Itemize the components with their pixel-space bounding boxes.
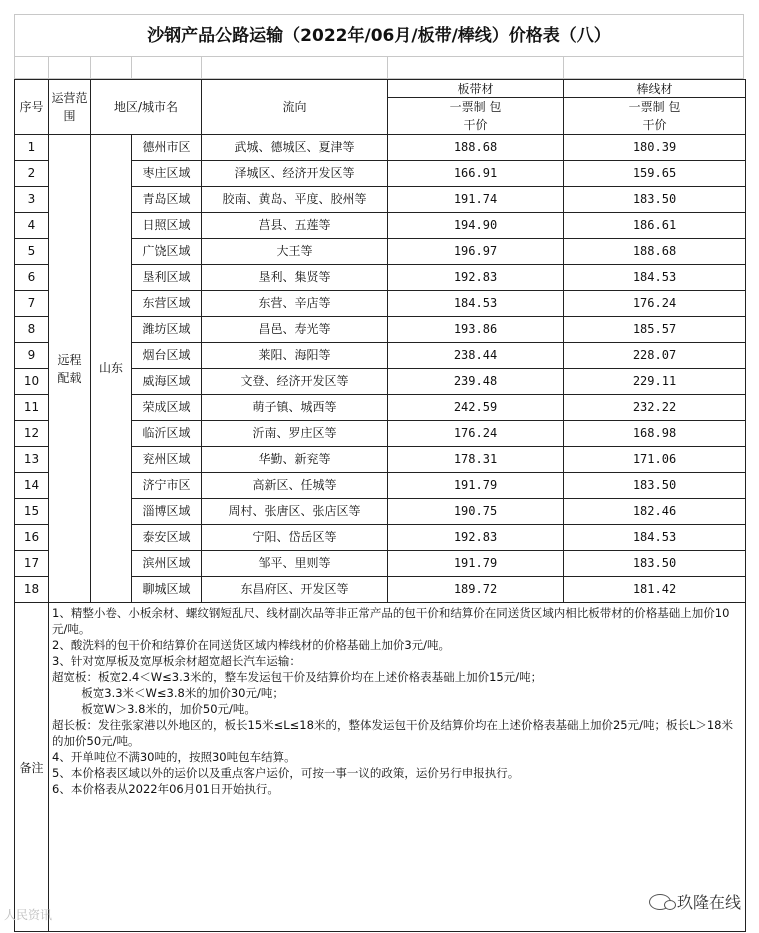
- row-city: 济宁市区: [132, 473, 202, 499]
- row-plate-price: 192.83: [388, 265, 564, 291]
- row-plate-price: 191.74: [388, 187, 564, 213]
- row-city: 广饶区域: [132, 239, 202, 265]
- note-line: 超宽板：板宽2.4＜W≤3.3米的，整车发运包干价及结算价均在上述价格表基础上加价15元/吨；: [52, 670, 543, 684]
- row-seq: 16: [15, 525, 49, 551]
- table-row: [15, 135, 746, 161]
- header-scope: 运营范围: [49, 80, 91, 135]
- row-wire-price: 232.22: [564, 395, 746, 421]
- row-seq: 2: [15, 161, 49, 187]
- row-seq: 17: [15, 551, 49, 577]
- row-flow: 高新区、任城等: [202, 473, 388, 499]
- watermark: 玖隆在线: [649, 890, 741, 913]
- header-direction: 流向: [202, 80, 388, 135]
- row-city: 东营区域: [132, 291, 202, 317]
- scope-cell: 远程配载: [49, 135, 91, 603]
- row-plate-price: 239.48: [388, 369, 564, 395]
- row-city: 聊城区域: [132, 577, 202, 603]
- row-wire-price: 183.50: [564, 187, 746, 213]
- row-plate-price: 191.79: [388, 551, 564, 577]
- row-wire-price: 184.53: [564, 265, 746, 291]
- row-seq: 7: [15, 291, 49, 317]
- row-flow: 宁阳、岱岳区等: [202, 525, 388, 551]
- row-seq: 13: [15, 447, 49, 473]
- row-seq: 4: [15, 213, 49, 239]
- row-city: 潍坊区域: [132, 317, 202, 343]
- row-flow: 莱阳、海阳等: [202, 343, 388, 369]
- header-wire-sub: 一票制 包干价: [564, 98, 746, 135]
- row-city: 威海区域: [132, 369, 202, 395]
- row-city: 滨州区域: [132, 551, 202, 577]
- row-city: 临沂区域: [132, 421, 202, 447]
- row-seq: 11: [15, 395, 49, 421]
- row-flow: 垦利、集贤等: [202, 265, 388, 291]
- header-plate: 板带材: [388, 80, 564, 98]
- province-cell: 山东: [91, 135, 132, 603]
- row-wire-price: 182.46: [564, 499, 746, 525]
- row-flow: 大王等: [202, 239, 388, 265]
- row-seq: 9: [15, 343, 49, 369]
- row-seq: 1: [15, 135, 49, 161]
- row-plate-price: 189.72: [388, 577, 564, 603]
- row-wire-price: 229.11: [564, 369, 746, 395]
- row-flow: 昌邑、寿光等: [202, 317, 388, 343]
- row-plate-price: 193.86: [388, 317, 564, 343]
- row-flow: 东营、辛店等: [202, 291, 388, 317]
- row-city: 烟台区域: [132, 343, 202, 369]
- row-plate-price: 178.31: [388, 447, 564, 473]
- row-wire-price: 180.39: [564, 135, 746, 161]
- notes-content: [49, 603, 746, 932]
- row-flow: 泽城区、经济开发区等: [202, 161, 388, 187]
- row-flow: 武城、德城区、夏津等: [202, 135, 388, 161]
- note-line: 6、本价格表从2022年06月01日开始执行。: [52, 782, 279, 796]
- row-seq: 18: [15, 577, 49, 603]
- watermark-corner: 人民资讯: [4, 908, 53, 922]
- note-line: 3、针对宽厚板及宽厚板余材超宽超长汽车运输：: [52, 654, 301, 668]
- empty-grid-row: [14, 56, 744, 79]
- row-wire-price: 176.24: [564, 291, 746, 317]
- note-line: 板宽3.3米＜W≤3.8米的加价30元/吨；: [52, 686, 284, 700]
- row-wire-price: 183.50: [564, 551, 746, 577]
- row-city: 垦利区域: [132, 265, 202, 291]
- row-city: 日照区域: [132, 213, 202, 239]
- row-city: 兖州区域: [132, 447, 202, 473]
- row-flow: 周村、张唐区、张店区等: [202, 499, 388, 525]
- row-wire-price: 181.42: [564, 577, 746, 603]
- row-wire-price: 185.57: [564, 317, 746, 343]
- header-seq: 序号: [15, 80, 49, 135]
- row-plate-price: 191.79: [388, 473, 564, 499]
- row-wire-price: 183.50: [564, 473, 746, 499]
- row-flow: 莒县、五莲等: [202, 213, 388, 239]
- row-plate-price: 188.68: [388, 135, 564, 161]
- note-line: 超长板：发往张家港以外地区的，板长15米≤L≤18米的，整体发运包干价及结算价均在上述价格表基础上加价25元/吨；板长L＞18米的加价50元/吨。: [52, 718, 733, 748]
- notes-row: [15, 603, 746, 932]
- notes-label: 备注: [15, 603, 49, 932]
- row-wire-price: 228.07: [564, 343, 746, 369]
- page-title: 沙钢产品公路运输（2022年/06月/板带/棒线）价格表（八）: [14, 14, 744, 56]
- row-city: 淄博区域: [132, 499, 202, 525]
- header-wire: 棒线材: [564, 80, 746, 98]
- row-seq: 8: [15, 317, 49, 343]
- row-flow: 邹平、里则等: [202, 551, 388, 577]
- row-flow: 沂南、罗庄区等: [202, 421, 388, 447]
- row-wire-price: 186.61: [564, 213, 746, 239]
- note-line: 4、开单吨位不满30吨的，按照30吨包车结算。: [52, 750, 296, 764]
- row-city: 青岛区域: [132, 187, 202, 213]
- note-line: 板宽W＞3.8米的，加价50元/吨。: [52, 702, 256, 716]
- row-plate-price: 190.75: [388, 499, 564, 525]
- header-plate-sub: 一票制 包干价: [388, 98, 564, 135]
- row-city: 荣成区域: [132, 395, 202, 421]
- price-table: [14, 79, 746, 932]
- wechat-icon: [649, 894, 671, 910]
- row-seq: 5: [15, 239, 49, 265]
- row-wire-price: 184.53: [564, 525, 746, 551]
- row-plate-price: 166.91: [388, 161, 564, 187]
- row-city: 泰安区域: [132, 525, 202, 551]
- row-plate-price: 192.83: [388, 525, 564, 551]
- row-flow: 文登、经济开发区等: [202, 369, 388, 395]
- row-flow: 萌子镇、城西等: [202, 395, 388, 421]
- row-plate-price: 196.97: [388, 239, 564, 265]
- row-flow: 东昌府区、开发区等: [202, 577, 388, 603]
- row-flow: 华勤、新兖等: [202, 447, 388, 473]
- row-seq: 10: [15, 369, 49, 395]
- row-wire-price: 188.68: [564, 239, 746, 265]
- header-region: 地区/城市名: [91, 80, 202, 135]
- row-city: 枣庄区域: [132, 161, 202, 187]
- row-plate-price: 176.24: [388, 421, 564, 447]
- row-wire-price: 168.98: [564, 421, 746, 447]
- row-plate-price: 238.44: [388, 343, 564, 369]
- note-line: 5、本价格表区域以外的运价以及重点客户运价，可按一事一议的政策，运价另行申报执行。: [52, 766, 520, 780]
- row-city: 德州市区: [132, 135, 202, 161]
- note-line: 1、精整小卷、小板余材、螺纹钢短乱尺、线材副次品等非正常产品的包干价和结算价在同送货区域内相比板带材的价格基础上加价10元/吨。: [52, 606, 730, 636]
- row-seq: 12: [15, 421, 49, 447]
- row-seq: 3: [15, 187, 49, 213]
- row-plate-price: 194.90: [388, 213, 564, 239]
- row-plate-price: 242.59: [388, 395, 564, 421]
- row-seq: 6: [15, 265, 49, 291]
- row-seq: 15: [15, 499, 49, 525]
- row-flow: 胶南、黄岛、平度、胶州等: [202, 187, 388, 213]
- note-line: 2、酸洗料的包干价和结算价在同送货区域内棒线材的价格基础上加价3元/吨。: [52, 638, 451, 652]
- row-seq: 14: [15, 473, 49, 499]
- row-wire-price: 159.65: [564, 161, 746, 187]
- row-wire-price: 171.06: [564, 447, 746, 473]
- row-plate-price: 184.53: [388, 291, 564, 317]
